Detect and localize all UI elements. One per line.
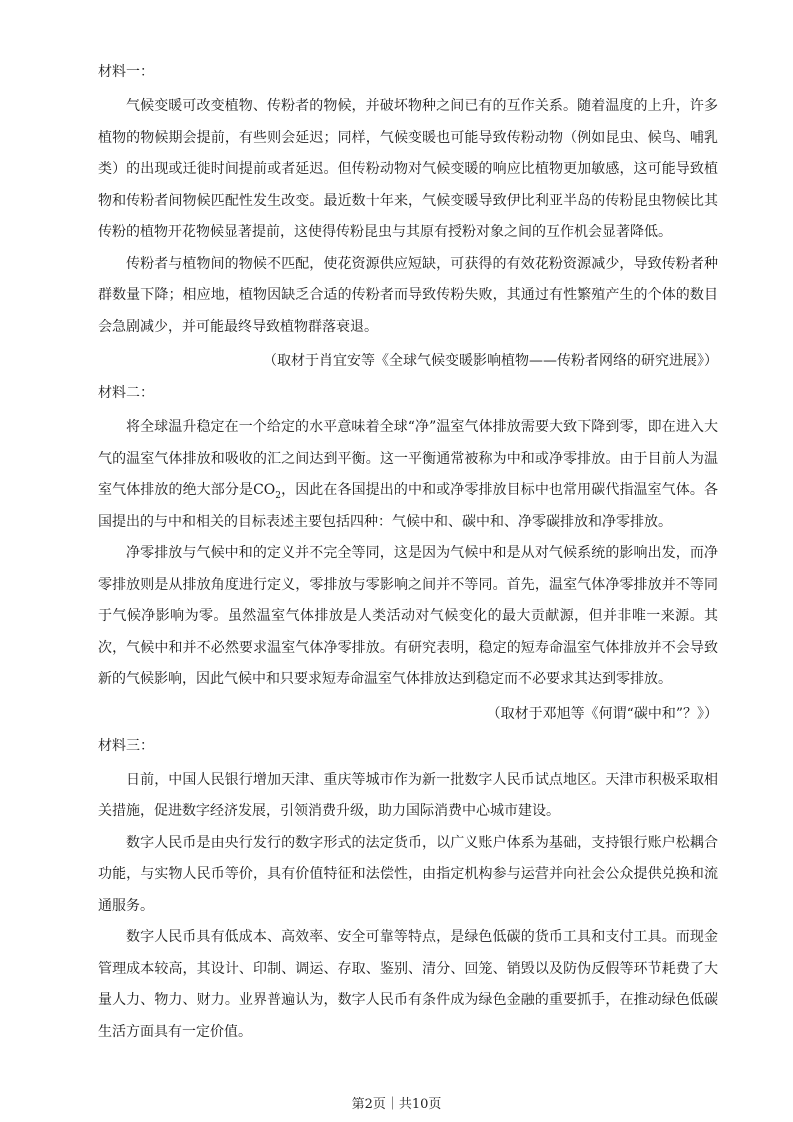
page-content: [98, 62, 718, 1048]
material-1-heading: 材料一：: [98, 64, 154, 80]
material-2-paragraph-1-start: 将全球温升稳定在一个给定的水平意味着全球“净”温室气体排放需要大致下降到零，即在进入大气的温室气体排放和吸收的汇之间达到平衡。这一平衡通常被称为中和或净零排放。由于目前人为温室气体排放的绝大部分是CO: [98, 419, 718, 498]
material-3-paragraph-3: 数字人民币具有低成本、高效率、安全可靠等特点，是绿色低碳的货币工具和支付工具。而现金管理成本较高，其设计、印制、调运、存取、鉴别、清分、回笼、销毁以及防伪反假等环节耗费了大量人力、物力、财力。业界普遍认为，数字人民币有条件成为绿色金融的重要抓手，在推动绿色低碳生活方面具有一定价值。: [98, 929, 718, 1040]
material-2-paragraph-1-end: ，因此在各国提出的中和或净零排放目标中也常用碳代指温室气体。各国提出的与中和相关的目标表述主要包括四种：气候中和、碳中和、净零碳排放和净零排放。: [98, 482, 718, 530]
material-3-paragraph-2: 数字人民币是由央行发行的数字形式的法定货币，以广义账户体系为基础，支持银行账户松耦合功能，与实物人民币等价，具有价值特征和法偿性，由指定机构参与运营并向社会公众提供兑换和流通服务。: [98, 834, 718, 914]
material-1-source: （取材于肖宜安等《全球气候变暖影响植物——传粉者网络的研究进展》）: [263, 353, 718, 369]
material-2-heading: 材料二：: [98, 385, 154, 401]
material-3-paragraph-1: 日前，中国人民银行增加天津、重庆等城市作为新一批数字人民币试点地区。天津市积极采取相关措施，促进数字经济发展，引领消费升级，助力国际消费中心城市建设。: [98, 771, 718, 819]
page-footer: 第2页｜共10页: [351, 1097, 442, 1112]
co2-subscript: 2: [275, 490, 281, 501]
material-1-paragraph-1: 气候变暖可改变植物、传粉者的物候，并破坏物种之间已有的互作关系。随着温度的上升，许多植物的物候期会提前，有些则会延迟；同样，气候变暖也可能导致传粉动物（例如昆虫、候鸟、哺乳类）的出现或迁徙时间提前或者延迟。但传粉动物对气候变暖的响应比植物更加敏感，这可能导致植物和传粉者间物候匹配性发生改变。最近数十年来，气候变暖导致伊比利亚半岛的传粉昆虫物候比其传粉的植物开花物候显著提前，这使得传粉昆虫与其原有授粉对象之间的互作机会显著降低。: [98, 98, 718, 240]
material-1-paragraph-2: 传粉者与植物间的物候不匹配，使花资源供应短缺，可获得的有效花粉资源减少，导致传粉者种群数量下降；相应地，植物因缺乏合适的传粉者而导致传粉失败，其通过有性繁殖产生的个体的数目会急剧减少，并可能最终导致植物群落衰退。: [98, 255, 718, 335]
material-2-paragraph-1: [98, 412, 718, 538]
material-2-source: （取材于邓旭等《何谓“碳中和”？》）: [486, 705, 718, 722]
material-3-heading: 材料三：: [98, 737, 154, 754]
material-2-paragraph-2: 净零排放与气候中和的定义并不完全等同，这是因为气候中和是从对气候系统的影响出发，而净零排放则是从排放角度进行定义，零排放与零影响之间并不等同。首先，温室气体净零排放并不等同于气候净影响为零。虽然温室气体排放是人类活动对气候变化的最大贡献源，但并非唯一来源。其次，气候中和并不必然要求温室气体净零排放。有研究表明，稳定的短寿命温室气体排放并不会导致新的气候影响，因此气候中和只要求短寿命温室气体排放达到稳定而不必要求其达到零排放。: [98, 545, 718, 687]
